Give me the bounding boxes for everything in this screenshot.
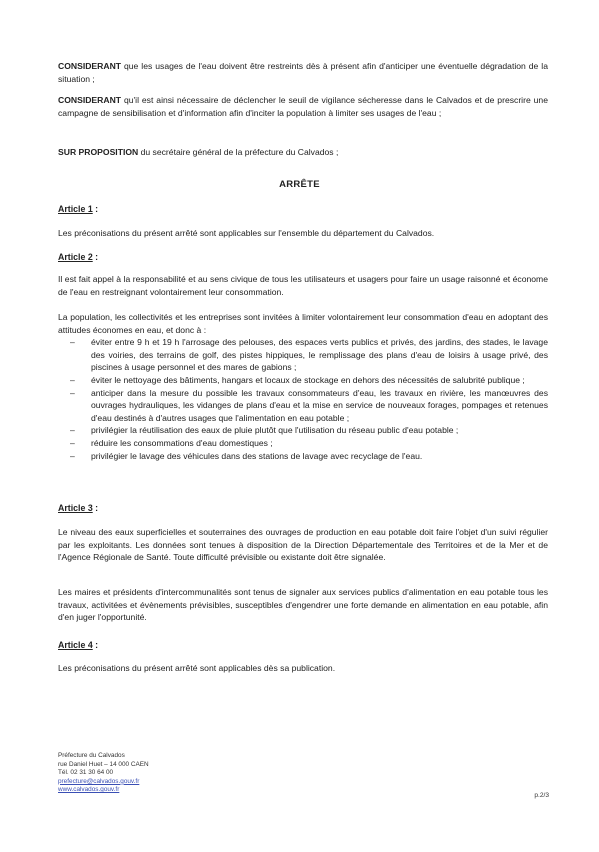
- article-4-body: [58, 662, 548, 675]
- proposition-lead: SUR PROPOSITION: [58, 147, 139, 157]
- article-heading-label: Article 1: [58, 204, 93, 214]
- footer-prefecture: Préfecture du Calvados: [58, 752, 125, 759]
- article-3-heading: [58, 503, 98, 513]
- article-3-body-2: [58, 586, 548, 624]
- article-3-body: [58, 526, 548, 564]
- list-item: – privilégier le lavage des véhicules dans des stations de lavage avec recyclage de l'eau.: [58, 450, 548, 463]
- article-heading-label: Article 4: [58, 640, 93, 650]
- heading-colon: :: [92, 640, 99, 650]
- footer-street: rue Daniel Huet – 14 000 CAEN: [58, 760, 149, 768]
- list-item: – éviter entre 9 h et 19 h l'arrosage des pelouses, des espaces verts publics et privés, des jardins, des stades, le lavage des voiries, des terrains de golf, des pistes hippiques, le remplissage des plans d'eau de loisirs à usage privé, des piscines à usage personnel et des mares de gabions ;: [58, 336, 548, 374]
- sur-proposition: [58, 146, 548, 159]
- recommendations-list: [58, 336, 548, 462]
- article-1-text: Les préconisations du présent arrêté sont applicables sur l'ensemble du département du Calvados.: [58, 228, 435, 238]
- article-2-para2: La population, les collectivités et les entreprises sont invitées à limiter volontairement leur consommation d'eau en adoptant des attitudes économes en eau, et donc à :: [58, 312, 548, 335]
- article-4-heading: [58, 640, 98, 650]
- article-3-para1: Le niveau des eaux superficielles et souterraines des ouvrages de production en eau potable doit faire l'objet d'un suivi régulier par les exploitants. Les données sont tenues à disposition de la Direction Départementale des Territoires et de la Mer et de l'Agence Régionale de Santé. Toute difficulté prévisible ou existante doit être signalée.: [58, 527, 548, 563]
- list-item: – privilégier la réutilisation des eaux de pluie plutôt que l'utilisation du réseau public d'eau potable ;: [58, 424, 548, 437]
- list-item: – réduire les consommations d'eau domestiques ;: [58, 437, 548, 450]
- page-number: p.2/3: [534, 792, 549, 799]
- article-2-heading: [58, 252, 98, 262]
- footer-website-link[interactable]: www.calvados.gouv.fr: [58, 786, 120, 794]
- footer-address: [58, 752, 149, 795]
- considerant-lead: CONSIDERANT: [58, 95, 122, 105]
- article-1-heading: [58, 204, 98, 214]
- heading-colon: :: [92, 252, 99, 262]
- heading-colon: :: [92, 204, 99, 214]
- list-item: – anticiper dans la mesure du possible les travaux consommateurs d'eau, les travaux en rivière, les manœuvres des ouvrages hydrauliques, les vidanges de plans d'eau et la mise en service de nouveaux forages, pompages et retenues d'eau destinés à d'autres usages que l'alimentation en eau potable ;: [58, 387, 548, 425]
- article-1-body: [58, 227, 548, 240]
- article-2-list-block: [58, 311, 548, 462]
- considerant-1: [58, 60, 548, 85]
- list-item: – éviter le nettoyage des bâtiments, hangars et locaux de stockage en dehors des nécessités de salubrité publique ;: [58, 374, 548, 387]
- considerant-2: [58, 94, 548, 119]
- footer-phone: Tél. 02 31 30 64 00: [58, 769, 114, 777]
- heading-colon: :: [92, 503, 99, 513]
- footer-email-link[interactable]: prefecture@calvados.gouv.fr: [58, 777, 140, 785]
- article-4-text: Les préconisations du présent arrêté sont applicables dès sa publication.: [58, 663, 336, 673]
- article-2-body: [58, 273, 548, 298]
- arrete-title: ARRÊTE: [279, 179, 320, 190]
- article-heading-label: Article 2: [58, 252, 93, 262]
- considerant-lead: CONSIDERANT: [58, 61, 122, 71]
- proposition-text: du secrétaire général de la préfecture du Calvados ;: [138, 147, 339, 157]
- considerant-text: que les usages de l'eau doivent être restreints dès à présent afin d'anticiper une éventuelle dégradation de la situation ;: [58, 61, 548, 84]
- considerant-text: qu'il est ainsi nécessaire de déclencher le seuil de vigilance sécheresse dans le Calvados et de prescrire une campagne de sensibilisation et d'information afin d'inciter la population à limiter ses usages de l'eau ;: [58, 95, 548, 118]
- article-heading-label: Article 3: [58, 503, 93, 513]
- article-2-para1: Il est fait appel à la responsabilité et au sens civique de tous les utilisateurs et usagers pour faire un usage raisonné et économe de l'eau en restreignant volontairement leur consommation.: [58, 274, 548, 297]
- article-3-para2: Les maires et présidents d'intercommunalités sont tenus de signaler aux services publics d'alimentation en eau potable tous les travaux, activitées et évènements prévisibles, susceptibles d'engendrer une forte demande en alimentation en eau potable, afin d'en juger l'opportunité.: [58, 587, 548, 623]
